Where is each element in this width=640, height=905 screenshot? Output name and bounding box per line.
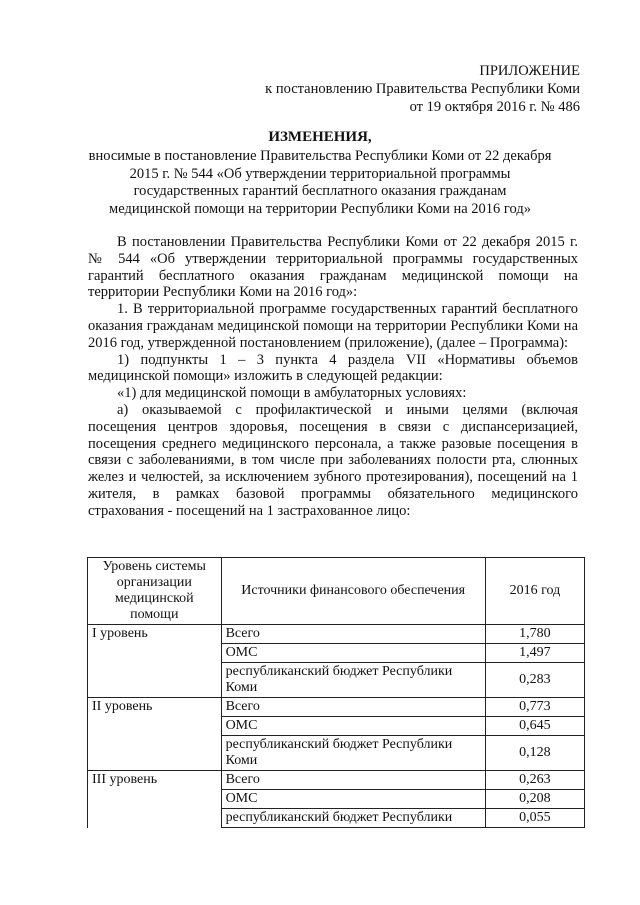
- value-cell: 1,780: [485, 625, 584, 644]
- value-cell: 0,773: [485, 698, 584, 717]
- paragraph-preamble: В постановлении Правительства Республики Коми от 22 декабря 2015 г. № 544 «Об утверждении территориальной программы государственных гарантий бесплатного оказания гражданам медицинской помощи на территории Республики Коми на 2016 год»:: [88, 234, 578, 301]
- appendix-label: ПРИЛОЖЕНИЕ: [479, 63, 580, 79]
- value-cell: 0,645: [485, 717, 584, 736]
- source-cell: ОМС: [221, 717, 485, 736]
- value-cell: 1,497: [485, 644, 584, 663]
- appendix-header: [265, 62, 580, 116]
- document-body: [88, 234, 578, 520]
- table-row: [88, 625, 585, 644]
- source-cell: ОМС: [221, 644, 485, 663]
- source-cell: ОМС: [221, 790, 485, 809]
- source-cell: Всего: [221, 698, 485, 717]
- paragraph-quote-start: «1) для медицинской помощи в амбулаторных условиях:: [117, 385, 467, 402]
- table-row: [88, 698, 585, 717]
- appendix-line-1: к постановлению Правительства Республики Коми: [265, 81, 580, 97]
- paragraph-item-1: 1. В территориальной программе государственных гарантий бесплатного оказания гражданам медицинской помощи на территории Республики Коми на 2016 год, утвержденной постановлением (приложение), (далее – Программа):: [88, 301, 578, 351]
- table-row: [88, 717, 585, 736]
- table-header-row: [88, 558, 585, 625]
- document-title: ИЗМЕНЕНИЯ,: [268, 129, 372, 145]
- source-cell: республиканский бюджет Республики Коми: [221, 736, 485, 771]
- header-level: Уровень системы организации медицинской помощи: [88, 558, 222, 625]
- subtitle-line: вносимые в постановление Правительства Республики Коми от 22 декабря: [88, 148, 552, 164]
- value-cell: 0,055: [485, 809, 584, 828]
- level-cell: III уровень: [88, 771, 222, 790]
- appendix-line-2: от 19 октября 2016 г. № 486: [409, 99, 580, 115]
- header-source: Источники финансового обеспечения: [221, 558, 485, 625]
- subtitle-line: медицинской помощи на территории Республики Коми на 2016 год»: [109, 200, 531, 217]
- document-subtitle: [60, 148, 580, 218]
- table-row: [88, 736, 585, 771]
- paragraph-subitem-a: а) оказываемой с профилактической и иными целями (включая посещения центров здоровья, посещения в связи с диспансеризацией, посещения среднего медицинского персонала, а также разовые посещения в связи с заболеваниями, в том числе при заболеваниях полости рта, слюнных желез и челюстей, за исключением зубного протезирования), посещений на 1 жителя, в рамках базовой программы обязательного медицинского страхования - посещений на 1 застрахованное лицо:: [88, 401, 578, 519]
- subtitle-line: 2015 г. № 544 «Об утверждении территориальной программы: [129, 165, 511, 182]
- table-row: [88, 790, 585, 809]
- header-year: 2016 год: [485, 558, 584, 625]
- value-cell: 0,208: [485, 790, 584, 809]
- source-cell: республиканский бюджет Республики: [221, 809, 485, 828]
- level-cell: II уровень: [88, 698, 222, 717]
- table-row: [88, 644, 585, 663]
- source-cell: Всего: [221, 625, 485, 644]
- volumes-table: [87, 557, 585, 828]
- paragraph-subitem-1: 1) подпункты 1 – 3 пункта 4 раздела VII «Нормативы объемов медицинской помощи» изложить в следующей редакции:: [88, 351, 578, 385]
- value-cell: 0,283: [485, 663, 584, 698]
- source-cell: республиканский бюджет Республики Коми: [221, 663, 485, 698]
- table-row: [88, 809, 585, 828]
- source-cell: Всего: [221, 771, 485, 790]
- level-cell: I уровень: [88, 625, 222, 644]
- subtitle-line: государственных гарантий бесплатного оказания гражданам: [133, 183, 507, 199]
- table-row: [88, 663, 585, 698]
- value-cell: 0,128: [485, 736, 584, 771]
- value-cell: 0,263: [485, 771, 584, 790]
- table-row: [88, 771, 585, 790]
